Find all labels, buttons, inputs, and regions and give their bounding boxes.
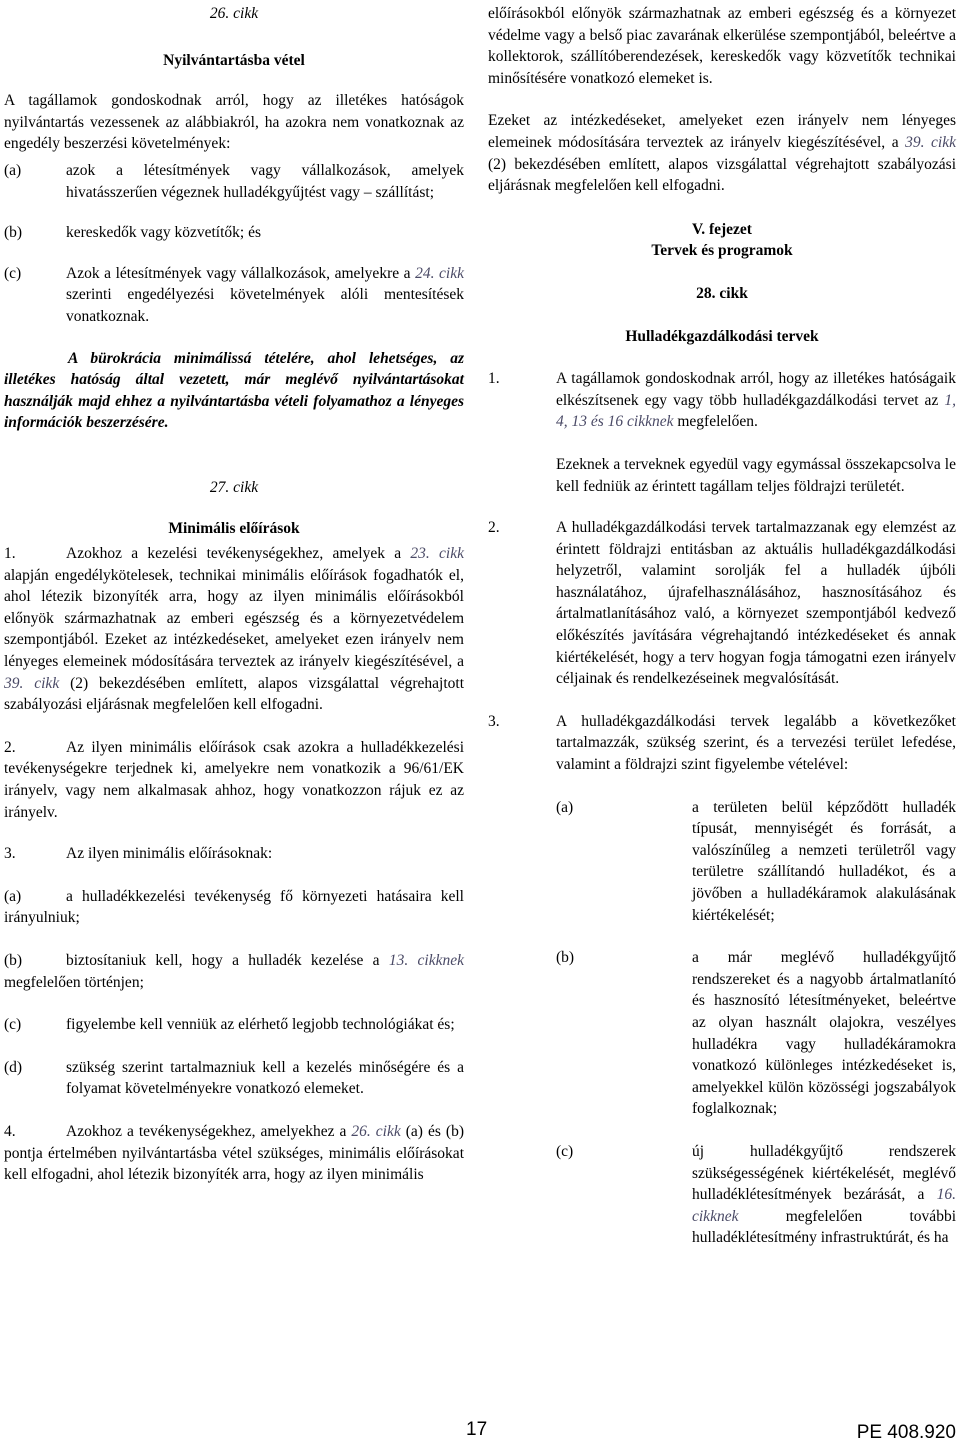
text-segment: új hulladékgyűjtő rendszerek szükségességének kiértékelését, meglévő hulladéklétesítmények bezárását, a [692,1142,956,1204]
item-label: (b) [4,224,23,242]
article-reference-link[interactable]: 16. cikknek [692,1186,956,1225]
article-reference-link[interactable]: 39. cikk [905,133,956,151]
article-reference-link[interactable]: 1, 4, 13 és 16 cikknek [556,391,956,431]
text-segment: a hulladékkezelési tevékenység fő környezeti hatásaira kell irányulniuk; [4,887,464,927]
article-27-continuation: előírásokból előnyök származhatnak az emberi egészség és a környezet védelme vagy a belső piac zavarának elkerülése szempontjából, beleértve a kollektorok, szállítóberendezések, kereskedők vagy közvetítők technikai minősítésére vonatkozó elemeket is. [488,5,956,87]
text-segment: megfelelően további hulladéklétesítmény infrastruktúrát, és ha [692,1207,956,1247]
article-26-intro: A tagállamok gondoskodnak arról, hogy az illetékes hatóságok nyilvántartás vezessenek az alábbiakról, ha azokra nem vonatkoznak az engedély beszerzési követelmények: [4,92,464,153]
page-number: 17 [466,1419,488,1440]
article-27-number: 27. cikk [209,478,259,496]
item-label: (a) [556,798,574,816]
text-segment: Ezeket az intézkedéseket, amelyeket ezen irányelv nem lényeges elemeinek módosítására terveztek az irányelv kiegészítésével, a [488,112,956,151]
article-27-item-a [4,886,464,929]
paragraph-label: 2. [488,519,500,537]
paragraph-text: Ezeknek a terveknek egyedül vagy egymással összekapcsolva le kell fedniük az érintett tagállam teljes földrajzi területét. [556,455,956,495]
text-segment: (2) bekezdésében említett, alapos vizsgálattal végrehajtott szabályozási eljárásnak megfelelően kell elfogadni. [488,155,956,195]
text-segment: szerinti engedélyezési követelmények alóli mentesítések vonatkoznak. [66,286,464,325]
article-reference-link[interactable]: 39. cikk [4,674,60,692]
article-28-paragraph-1 [488,368,956,433]
article-27-item-b [4,950,464,993]
article-26-title: Nyilvántartásba vétel [163,51,305,69]
text-segment: megfelelően. [673,413,758,431]
item-text: kereskedők vagy közvetítők; és [66,224,261,242]
right-column [488,0,956,1249]
article-26-item-b [4,222,464,244]
item-text [692,1141,956,1249]
article-28-paragraph-2 [488,517,956,690]
article-28-title: Hulladékgazdálkodási tervek [625,327,819,345]
article-28-item-a [488,797,956,927]
article-reference-link[interactable]: 23. cikk [410,545,465,563]
item-text [66,263,464,328]
text-segment: A tagállamok gondoskodnak arról, hogy az illetékes hatóságaik elkészítsenek egy vagy több hulladékgazdálkodási tervet az [556,370,956,409]
article-27-title: Minimális előírások [168,519,300,537]
item-label: (c) [4,264,22,282]
item-text: azok a létesítmények vagy vállalkozások, amelyek hivatásszerűen végeznek hulladékgyűjtést vagy – szállítást; [66,161,464,201]
chapter-title: Tervek és programok [651,242,793,260]
item-text: szükség szerint tartalmazniuk kell a kezelés minőségére és a folyamat követelményekre vonatkozó elemeket. [66,1058,464,1098]
left-column [4,0,464,1186]
article-reference-link[interactable]: 26. cikk [351,1122,401,1140]
article-27-paragraph-1 [4,543,464,716]
item-text: a már meglévő hulladékgyűjtő rendszereket és a nagyobb ártalmatlanító és hasznosító létesítményeket, beleértve az olyan használt olajokra, veszélyes hulladékra vagy hulladékáramokra vonatkozó különleges intézkedéseket is, amelyekkel külön közösségi jogszabályok foglalkoznak; [692,949,956,1118]
amendment-text: A bürokrácia minimálissá tételére, ahol lehetséges, az illetékes hatóság által vezetett, már meglévő nyilvántartásokat használják majd ehhez a nyilvántartásba vételi folyamathoz a lényeges információk beszerzésére. [4,349,464,432]
article-26-item-c [4,263,464,328]
article-28-item-b [488,947,956,1120]
item-text: a területen belül képződött hulladék típusát, mennyiségét és forrását, a valószínűleg a nemzeti területről vagy területre szállítandó hulladékot, és a jövőben a hulladékáramok alakulásának kiértékelését; [692,798,956,924]
article-27-continuation-2 [488,110,956,196]
article-28-paragraph-1-sub [488,454,956,497]
text-segment: biztosítaniuk kell, hogy a hulladék kezelése a [66,952,389,969]
article-26-number: 26. cikk [209,5,259,22]
document-reference: PE 408.920 [856,1422,956,1443]
text-segment: Az ilyen minimális előírások csak azokra a hulladékkezelési tevékenységekre terjednek ki, amelyekre nem vonatkozik a 96/61/EK irányelv, vagy nem alkalmasak ahhoz, hogy vonatkozzon rájuk ez az irányelv. [4,738,464,821]
item-label: (c) [556,1142,574,1160]
item-label: (a) [4,887,22,905]
article-reference-link[interactable]: 13. cikknek [388,952,464,969]
article-28-item-c [488,1141,956,1249]
article-27-paragraph-2 [4,737,464,823]
item-label: (a) [4,161,22,179]
item-label: (d) [4,1058,23,1076]
article-28-number: 28. cikk [696,284,748,302]
text-segment: alapján engedélykötelesek, technikai minimális előírások fogadhatók el, ahol létezik bizonyíték arra, hogy az ilyen minimális előírásokból előnyök származhatnak az emberi egészség és a környezetvédelem szempontjából. Ezeket az intézkedéseket, amelyeket ezen irányelv nem lényeges elemeinek módosítására terveztek az irányelv kiegészítésével, a [4,566,464,671]
article-reference-link[interactable]: 24. cikk [415,264,464,282]
paragraph-label: 4. [4,1122,16,1140]
chapter-number: V. fejezet [692,220,752,238]
text-segment: Azok a létesítmények vagy vállalkozások, amelyekre a [66,264,416,282]
article-27-item-c [4,1014,464,1036]
article-27-item-d [4,1057,464,1100]
paragraph-text: A hulladékgazdálkodási tervek tartalmazzanak egy elemzést az érintett földrajzi entitásban az aktuális hulladékgazdálkodási helyzetről, valamint sorolják fel a hulladék újbóli használatához, újrafelhasználásához, hasznosításához és ártalmatlanításához való, a környezet szempontjából kedvező előkészítés javítására végrehajtandó intézkedéseket és annak kiértékelését, hogy a terv hogyan fogja támogatni ezen irányelv céljainak és rendelkezéseinek megvalósítását. [556,519,956,688]
paragraph-text [556,368,956,433]
paragraph-label: 2. [4,738,16,756]
text-segment: Az ilyen minimális előírásoknak: [66,845,273,863]
paragraph-label: 3. [4,845,16,863]
article-27-paragraph-4 [4,1121,464,1186]
text-segment: Azokhoz a kezelési tevékenységekhez, amelyek a [66,545,411,563]
article-28-paragraph-3 [488,711,956,776]
item-label: (c) [4,1016,22,1034]
item-label: (b) [556,949,575,967]
text-segment: (a) és (b) pontja értelmében nyilvántartásba vétel szükséges, minimális előírásokat kell elfogadni, ahol létezik bizonyíték arra, hogy az ilyen minimális [4,1122,464,1184]
article-27-paragraph-3 [4,843,464,865]
text-segment: figyelembe kell venniük az elérhető legjobb technológiákat és; [66,1016,455,1034]
item-label: (b) [4,952,23,969]
text-segment: Azokhoz a tevékenységekhez, amelyekhez a [66,1122,352,1140]
text-segment: (2) bekezdésében említett, alapos vizsgálattal végrehajtott szabályozási eljárásnak megfelelően kell elfogadni. [4,674,465,714]
article-26-item-a [4,160,464,203]
paragraph-text: A hulladékgazdálkodási tervek legalább a következőket tartalmazzák, szükség szerint, és a tervezési terület lefedése, valamint a földrajzi szint figyelembe vételével: [556,712,956,774]
paragraph-label: 1. [4,545,16,563]
paragraph-label: 1. [488,370,500,388]
text-segment: megfelelően történjen; [4,973,144,991]
paragraph-label: 3. [488,712,500,730]
